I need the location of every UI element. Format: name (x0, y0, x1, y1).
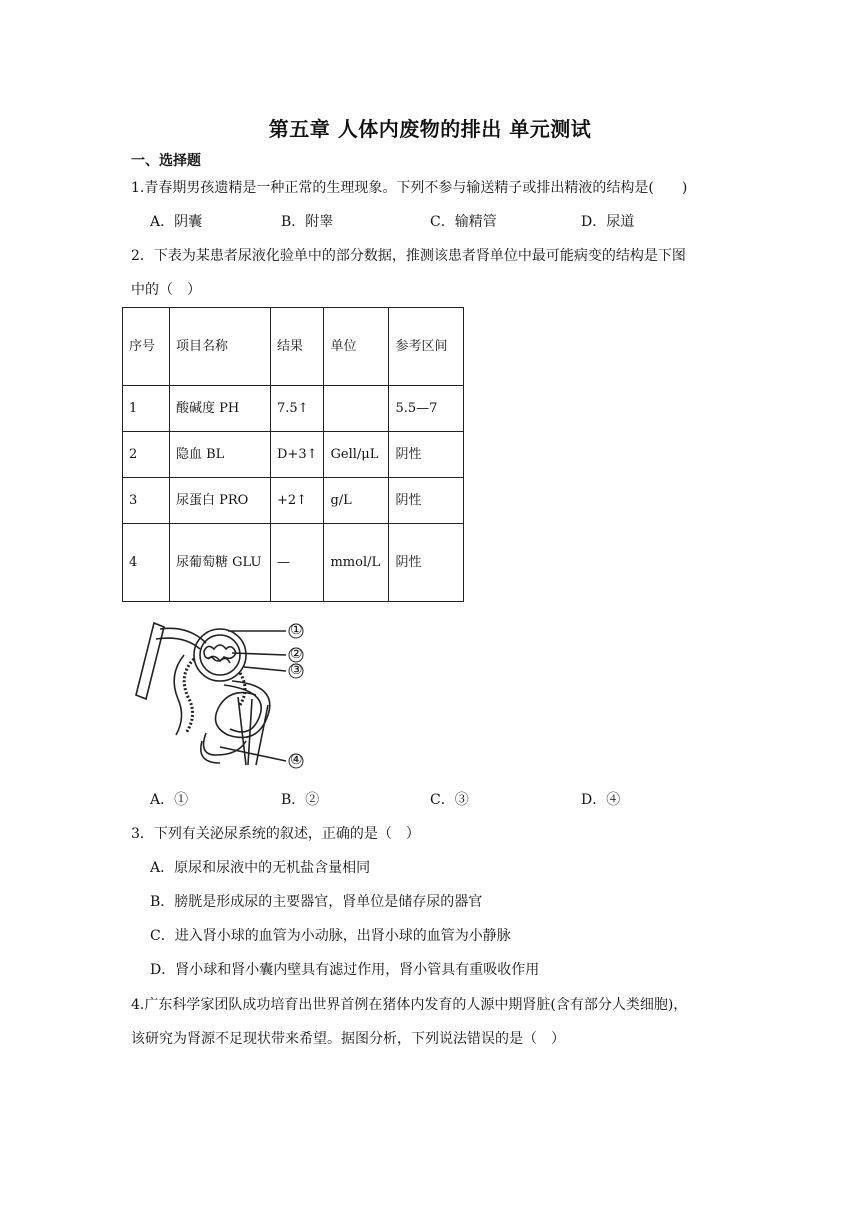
figure-label-2: ② (290, 646, 303, 662)
table-cell: 5.5—7 (389, 386, 464, 432)
question-2-option-c[interactable]: C．③ (430, 792, 469, 808)
question-4-stem-line-1: 4.广东科学家团队成功培育出世界首例在猪体内发育的人源中期肾脏(含有部分人类细胞)， (131, 997, 688, 1013)
table-cell: +2↑ (271, 478, 324, 524)
table-cell: 尿蛋白 PRO (170, 478, 271, 524)
table-header-cell: 项目名称 (170, 308, 271, 386)
table-header-cell: 参考区间 (389, 308, 464, 386)
question-3-stem: 3．下列有关泌尿系统的叙述，正确的是（ ） (131, 826, 420, 842)
table-cell: 4 (123, 524, 170, 602)
table-cell: 2 (123, 432, 170, 478)
table-row (123, 386, 464, 432)
table-cell: — (271, 524, 324, 602)
figure-label-4: ④ (290, 752, 303, 768)
question-2-stem-line-1: 2．下表为某患者尿液化验单中的部分数据，推测该患者肾单位中最可能病变的结构是下图 (131, 248, 686, 264)
table-cell: Gell/μL (324, 432, 389, 478)
question-1-option-c[interactable]: C．输精管 (430, 214, 497, 230)
table-cell: 1 (123, 386, 170, 432)
question-1-option-a[interactable]: A．阴囊 (150, 214, 203, 230)
question-2-option-a[interactable]: A．① (150, 792, 189, 808)
question-3-option-d[interactable]: D．肾小球和肾小囊内壁具有滤过作用，肾小管具有重吸收作用 (150, 962, 540, 978)
table-cell: 酸碱度 PH (170, 386, 271, 432)
question-2-option-d[interactable]: D．④ (581, 792, 621, 808)
table-cell: g/L (324, 478, 389, 524)
table-cell: 尿葡萄糖 GLU (170, 524, 271, 602)
question-1-stem: 1.青春期男孩遗精是一种正常的生理现象。下列不参与输送精子或排出精液的结构是( ) (131, 180, 688, 196)
table-cell: mmol/L (324, 524, 389, 602)
table-row (123, 432, 464, 478)
table-header-row (123, 308, 464, 386)
table-cell: 隐血 BL (170, 432, 271, 478)
question-3-option-a[interactable]: A．原尿和尿液中的无机盐含量相同 (150, 860, 371, 876)
table-cell: D+3↑ (271, 432, 324, 478)
table-cell: 阴性 (389, 478, 464, 524)
question-1-option-d[interactable]: D．尿道 (581, 214, 635, 230)
table-row (123, 478, 464, 524)
section-heading: 一、选择题 (131, 153, 201, 169)
table-header-cell: 结果 (271, 308, 324, 386)
page-title: 第五章 人体内废物的排出 单元测试 (268, 117, 592, 141)
question-2-stem-line-2: 中的（ ） (131, 282, 201, 298)
table-cell: 阴性 (389, 432, 464, 478)
nephron-diagram (128, 615, 318, 775)
table-cell (324, 386, 389, 432)
question-3-option-b[interactable]: B．膀胱是形成尿的主要器官，肾单位是储存尿的器官 (150, 894, 483, 910)
table-row (123, 524, 464, 602)
table-header-cell: 序号 (123, 308, 170, 386)
question-1-option-b[interactable]: B．附睾 (281, 214, 334, 230)
table-cell: 阴性 (389, 524, 464, 602)
figure-label-1: ① (290, 622, 303, 638)
table-header-cell: 单位 (324, 308, 389, 386)
figure-label-3: ③ (290, 662, 303, 678)
table-cell: 7.5↑ (271, 386, 324, 432)
question-4-stem-line-2: 该研究为肾源不足现状带来希望。据图分析，下列说法错误的是（ ） (131, 1031, 565, 1047)
urine-test-table (122, 307, 464, 602)
question-2-option-b[interactable]: B．② (281, 792, 320, 808)
table-cell: 3 (123, 478, 170, 524)
question-3-option-c[interactable]: C．进入肾小球的血管为小动脉，出肾小球的血管为小静脉 (150, 928, 511, 944)
